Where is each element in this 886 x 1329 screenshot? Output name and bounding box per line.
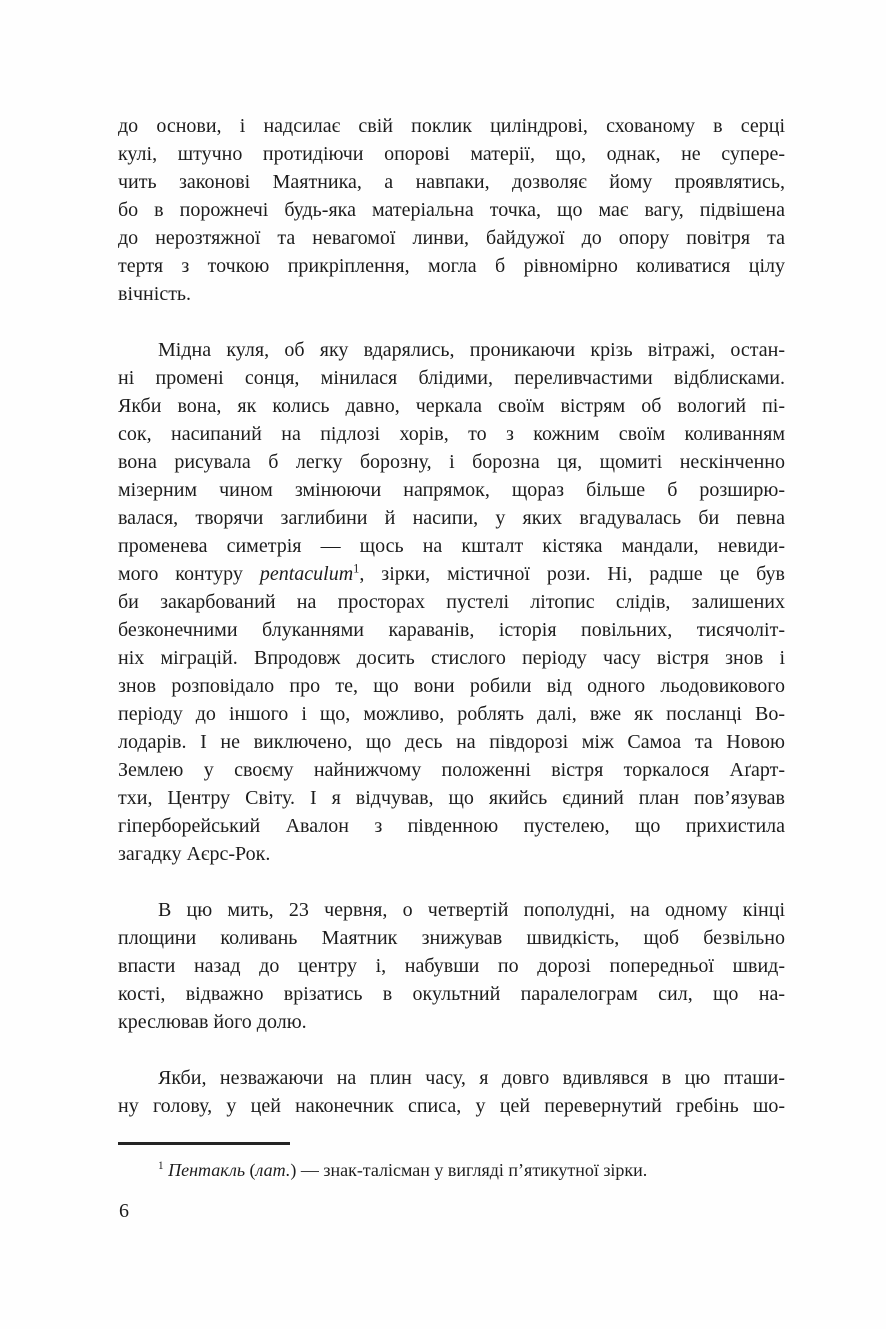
text-line bbox=[118, 1158, 785, 1182]
text-line bbox=[118, 1092, 785, 1120]
text-line bbox=[118, 364, 785, 392]
paragraph bbox=[118, 1064, 785, 1120]
text-line bbox=[118, 700, 785, 728]
text-segment: Якби, незважаючи на плин часу, я довго вдивлявся в цю пташи- bbox=[158, 1067, 785, 1089]
italic-text: лат. bbox=[255, 1160, 291, 1180]
text-segment: сок, насипаний на підлозі хорів, то з кожним своїм коливанням bbox=[118, 423, 785, 445]
text-segment: вічність. bbox=[118, 283, 192, 305]
paragraph bbox=[118, 112, 785, 308]
text-line bbox=[118, 952, 785, 980]
text-segment: тхи, Центру Світу. І я відчував, що якийсь єдиний план пов’язував bbox=[118, 787, 785, 809]
text-block bbox=[118, 112, 785, 1120]
text-line bbox=[118, 560, 785, 588]
text-segment: променева симетрія — щось на кшталт кістяка мандали, невиди- bbox=[118, 535, 785, 557]
text-segment: мого контуру bbox=[118, 563, 260, 585]
text-line bbox=[118, 140, 785, 168]
text-line bbox=[118, 840, 785, 868]
text-segment: ні промені сонця, мінилася блідими, переливчастими відблисками. bbox=[118, 367, 785, 389]
text-segment: ну голову, у цей наконечник списа, у цей перевернутий гребінь шо- bbox=[118, 1095, 785, 1117]
text-segment: Землею у своєму найнижчому положенні вістря торкалося Аґарт- bbox=[118, 759, 785, 781]
page-number: 6 bbox=[119, 1200, 129, 1222]
text-line bbox=[118, 112, 785, 140]
text-segment: знов розповідало про те, що вони робили від одного льодовикового bbox=[118, 675, 785, 697]
footnote-text bbox=[118, 1158, 785, 1182]
text-segment: до нерозтяжної та невагомої линви, байдужої до опору повітря та bbox=[118, 227, 785, 249]
text-segment: періоду до іншого і що, можливо, роблять далі, вже як посланці Во- bbox=[118, 703, 785, 725]
text-line bbox=[118, 980, 785, 1008]
footnote-reference: 1 bbox=[353, 561, 360, 576]
text-segment: безконечними блуканнями караванів, історія повільних, тисячоліт- bbox=[118, 619, 785, 641]
text-line bbox=[118, 756, 785, 784]
text-segment: чить законові Маятника, а навпаки, дозволяє йому проявлятись, bbox=[118, 171, 785, 193]
paragraph bbox=[118, 896, 785, 1036]
text-segment: бо в порожнечі будь-яка матеріальна точка, що має вагу, підвішена bbox=[118, 199, 785, 221]
text-segment: тертя з точкою прикріплення, могла б рівномірно коливатися цілу bbox=[118, 255, 785, 277]
text-segment: кості, відважно врізатись в окультний паралелограм сил, що на- bbox=[118, 983, 785, 1005]
text-line bbox=[118, 476, 785, 504]
text-line bbox=[118, 532, 785, 560]
text-line bbox=[118, 1064, 785, 1092]
text-line bbox=[118, 672, 785, 700]
text-line bbox=[118, 224, 785, 252]
text-line bbox=[118, 728, 785, 756]
text-segment: площини коливань Маятник знижував швидкість, щоб безвільно bbox=[118, 927, 785, 949]
text-line bbox=[118, 924, 785, 952]
text-line bbox=[118, 896, 785, 924]
text-segment: гіперборейський Авалон з південною пустелею, що прихистила bbox=[118, 815, 785, 837]
text-line bbox=[118, 420, 785, 448]
text-line bbox=[118, 168, 785, 196]
text-line bbox=[118, 784, 785, 812]
text-segment: валася, творячи заглибини й насипи, у яких вгадувалась би певна bbox=[118, 507, 785, 529]
text-line bbox=[118, 196, 785, 224]
text-segment: мізерним чином змінюючи напрямок, щораз більше б розширю- bbox=[118, 479, 785, 501]
text-segment: лодарів. І не виключено, що десь на півдорозі між Самоа та Новою bbox=[118, 731, 785, 753]
text-line bbox=[118, 644, 785, 672]
text-segment: креслював його долю. bbox=[118, 1011, 307, 1033]
text-segment: ( bbox=[245, 1160, 256, 1180]
text-segment: ніх міграцій. Впродовж досить стислого періоду часу вістря знов і bbox=[118, 647, 785, 669]
text-segment: впасти назад до центру і, набувши по дорозі попередньої швид- bbox=[118, 955, 785, 977]
text-line bbox=[118, 392, 785, 420]
text-line bbox=[118, 448, 785, 476]
text-segment: вона рисувала б легку борозну, і борозна ця, щомиті нескінченно bbox=[118, 451, 785, 473]
text-segment: Якби вона, як колись давно, черкала своїм вістрям об вологий пі- bbox=[118, 395, 785, 417]
text-line bbox=[118, 504, 785, 532]
text-segment: Мідна куля, об яку вдарялись, проникаючи крізь вітражі, остан- bbox=[158, 339, 785, 361]
text-segment: би закарбований на просторах пустелі літопис слідів, залишених bbox=[118, 591, 785, 613]
text-segment: ) — знак-талісман у вигляді п’ятикутної зірки. bbox=[290, 1160, 648, 1180]
footnote-reference: 1 bbox=[158, 1160, 164, 1172]
footnote-separator bbox=[118, 1142, 290, 1145]
italic-text: pentaculum bbox=[259, 563, 354, 585]
text-line bbox=[118, 588, 785, 616]
text-segment: В цю мить, 23 червня, о четвертій пополудні, на одному кінці bbox=[158, 899, 785, 921]
text-segment: загадку Аєрс-Рок. bbox=[118, 843, 271, 865]
text-segment: до основи, і надсилає свій поклик циліндрові, схованому в серці bbox=[118, 115, 785, 137]
text-line bbox=[118, 280, 785, 308]
text-line bbox=[118, 616, 785, 644]
text-line bbox=[118, 812, 785, 840]
text-segment: кулі, штучно протидіючи опорові матерії, що, однак, не супере- bbox=[118, 143, 785, 165]
text-line bbox=[118, 1008, 785, 1036]
paragraph bbox=[118, 336, 785, 868]
text-segment: , зірки, містичної рози. Ні, радше це був bbox=[359, 563, 785, 585]
text-line bbox=[118, 252, 785, 280]
text-line bbox=[118, 336, 785, 364]
italic-text: Пентакль bbox=[168, 1160, 246, 1180]
